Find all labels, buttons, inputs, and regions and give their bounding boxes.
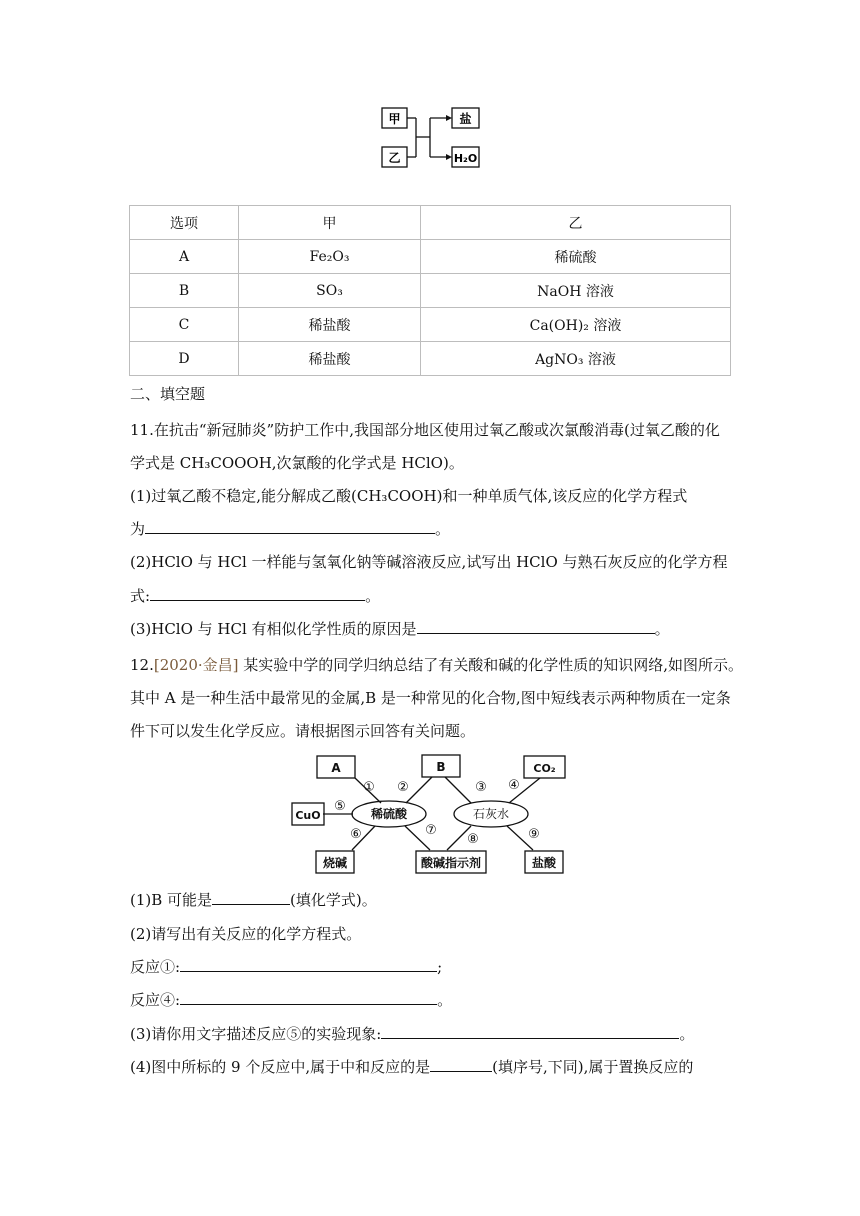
reaction-label-7: ⑦ (425, 823, 437, 838)
options-table (129, 205, 731, 376)
q11-part1-line2 (130, 519, 450, 539)
q12-stem-text: 某实验中学的同学归纳总结了有关酸和碱的化学性质的知识网络,如图所示。 (238, 656, 744, 674)
box-cuo-label: CuO (295, 809, 321, 822)
table-row (130, 308, 731, 342)
box-hcl-label: 盐酸 (531, 856, 557, 870)
section-title: 二、填空题 (130, 385, 206, 403)
q12-reaction1 (130, 957, 442, 977)
table-cell: D (130, 342, 239, 376)
q11-stem-line1: 11.在抗击“新冠肺炎”防护工作中,我国部分地区使用过氧乙酸或次氯酸消毒(过氧乙酸的化 (130, 421, 720, 439)
q11-part1-suffix: 。 (435, 520, 451, 538)
table-row (130, 240, 731, 274)
q12-reaction4-answer-blank[interactable] (180, 990, 437, 1005)
table-cell: C (130, 308, 239, 342)
box-jia-label: 甲 (388, 112, 401, 126)
table-cell: 稀盐酸 (239, 308, 421, 342)
q11-part3-prefix: (3)HClO 与 HCl 有相似化学性质的原因是 (130, 620, 417, 638)
table-cell: Fe₂O₃ (239, 240, 421, 274)
q12-stem-line3: 件下可以发生化学反应。请根据图示回答有关问题。 (130, 722, 476, 740)
table-header-cell: 选项 (130, 206, 239, 240)
acid-base-network-diagram (285, 748, 575, 878)
q11-part3 (130, 619, 670, 639)
q12-reaction1-suffix: ; (437, 958, 443, 976)
q11-part3-answer-blank[interactable] (417, 619, 655, 634)
table-cell: AgNO₃ 溶液 (421, 342, 731, 376)
reaction-label-6: ⑥ (350, 827, 362, 842)
q12-reaction4 (130, 990, 452, 1010)
q12-stem-line1 (130, 655, 743, 675)
q12-part4-prefix: (4)图中所标的 9 个反应中,属于中和反应的是 (130, 1058, 431, 1076)
box-water-label: H₂O (453, 152, 478, 165)
box-co2-label: CO₂ (533, 762, 556, 775)
q11-part2-suffix: 。 (365, 587, 381, 605)
table-cell: 稀盐酸 (239, 342, 421, 376)
q12-part3 (130, 1024, 694, 1044)
reaction-label-4: ④ (508, 778, 520, 793)
box-naoh-label: 烧碱 (322, 856, 348, 870)
box-salt-label: 盐 (459, 112, 472, 126)
reaction-label-1: ① (363, 780, 375, 795)
table-cell: 稀硫酸 (421, 240, 731, 274)
q12-reaction4-prefix: 反应④: (130, 991, 181, 1009)
table-cell: SO₃ (239, 274, 421, 308)
table-header-row (130, 206, 731, 240)
q11-part1-answer-blank[interactable] (145, 519, 435, 534)
ellipse-acid-label: 稀硫酸 (370, 807, 408, 821)
q11-part3-suffix: 。 (654, 620, 670, 638)
q11-part2-line1: (2)HClO 与 HCl 一样能与氢氧化钠等碱溶液反应,试写出 HClO 与熟石灰反应的化学方程 (130, 553, 728, 571)
q12-reaction1-answer-blank[interactable] (180, 957, 437, 972)
box-yi-label: 乙 (388, 151, 401, 165)
q12-part1 (130, 890, 377, 910)
table-header-cell: 乙 (421, 206, 731, 240)
table-row (130, 274, 731, 308)
box-a-label: A (331, 761, 341, 775)
q12-part4-answer-blank[interactable] (430, 1057, 492, 1072)
reaction-label-9: ⑨ (528, 827, 540, 842)
q12-part1-prefix: (1)B 可能是 (130, 891, 213, 909)
reaction-label-8: ⑧ (467, 832, 479, 847)
q11-stem-line2: 学式是 CH₃COOOH,次氯酸的化学式是 HClO)。 (130, 454, 464, 472)
reaction-label-5: ⑤ (334, 799, 346, 814)
q12-part1-answer-blank[interactable] (212, 890, 290, 905)
table-cell: A (130, 240, 239, 274)
q12-part4 (130, 1057, 693, 1077)
q12-part4-suffix: (填序号,下同),属于置换反应的 (492, 1058, 694, 1076)
reaction-scheme-diagram (375, 100, 490, 172)
q12-part1-suffix: (填化学式)。 (290, 891, 377, 909)
table-row (130, 342, 731, 376)
table-cell: NaOH 溶液 (421, 274, 731, 308)
q12-source: [2020·金昌] (153, 656, 239, 674)
q12-number: 12. (130, 656, 154, 674)
reaction-label-2: ② (397, 780, 409, 795)
ellipse-lime-label: 石灰水 (472, 807, 510, 821)
q11-part1-line1: (1)过氧乙酸不稳定,能分解成乙酸(CH₃COOH)和一种单质气体,该反应的化学方程式 (130, 487, 688, 505)
table-cell: Ca(OH)₂ 溶液 (421, 308, 731, 342)
table-cell: B (130, 274, 239, 308)
q12-part3-suffix: 。 (679, 1025, 695, 1043)
box-indicator-label: 酸碱指示剂 (420, 856, 482, 870)
q11-part2-line2 (130, 586, 380, 606)
q12-part3-answer-blank[interactable] (381, 1024, 679, 1039)
q11-part1-prefix: 为 (130, 520, 146, 538)
q12-part2: (2)请写出有关反应的化学方程式。 (130, 925, 362, 943)
q12-part3-prefix: (3)请你用文字描述反应⑤的实验现象: (130, 1025, 382, 1043)
q11-part2-answer-blank[interactable] (150, 586, 365, 601)
q12-stem-line2: 其中 A 是一种生活中最常见的金属,B 是一种常见的化合物,图中短线表示两种物质在一定条 (130, 689, 731, 707)
table-header-cell: 甲 (239, 206, 421, 240)
q12-reaction4-suffix: 。 (437, 991, 453, 1009)
q11-part2-prefix: 式: (130, 587, 151, 605)
reaction-label-3: ③ (475, 780, 487, 795)
q12-reaction1-prefix: 反应①: (130, 958, 181, 976)
box-b-label: B (436, 760, 446, 774)
